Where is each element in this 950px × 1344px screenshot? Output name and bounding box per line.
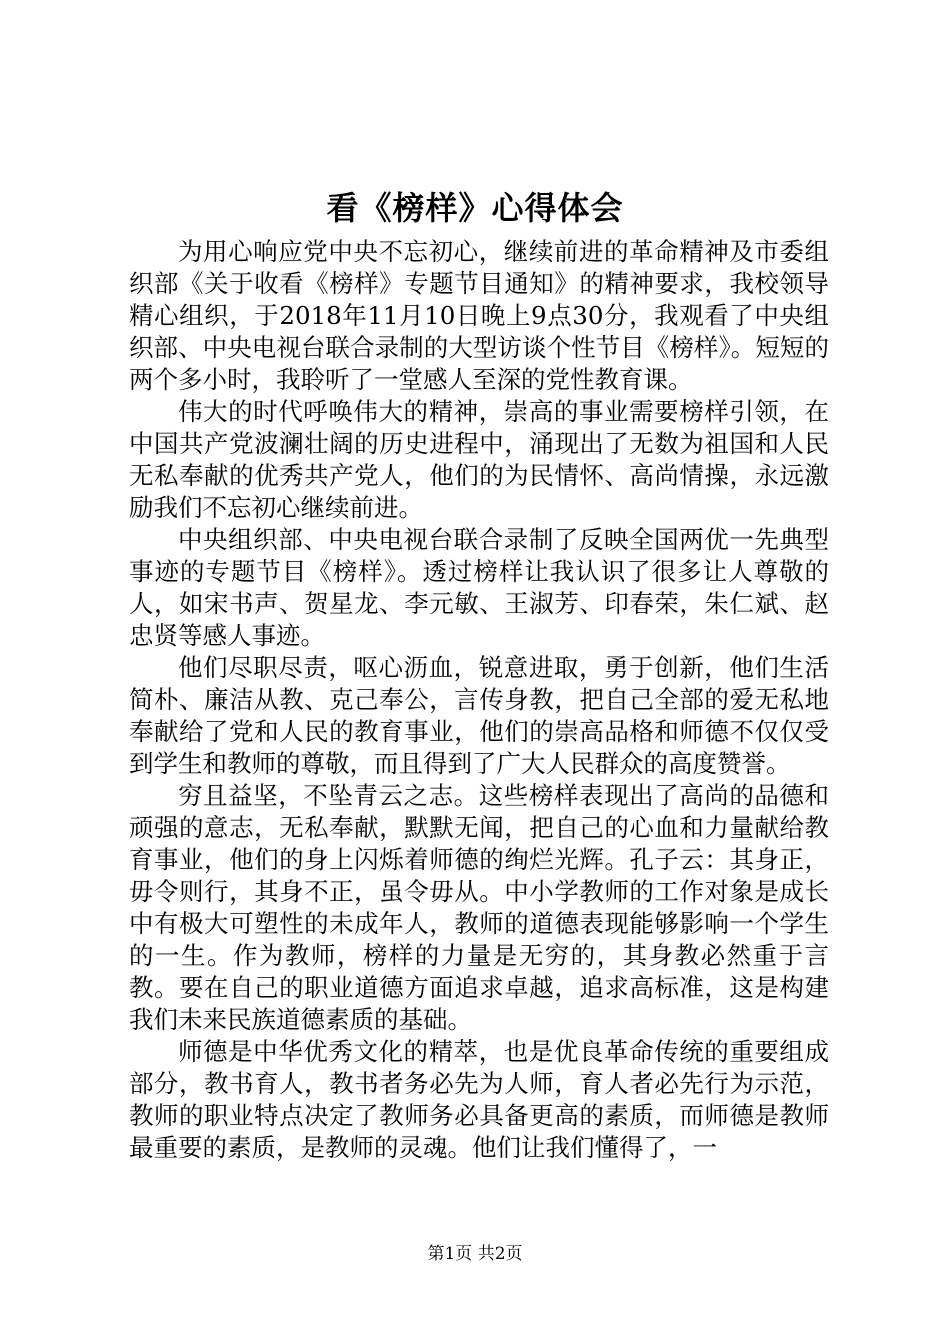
paragraph-6: 师德是中华优秀文化的精萃，也是优良革命传统的重要组成部分，教书育人，教书者务必先为人师，育人者必先行为示范，教师的职业特点决定了教师务必具备更高的素质，而师德是教师最重要的素质，是教师的灵魂。他们让我们懂得了，一 [129,1037,829,1162]
paragraph-4: 他们尽职尽责，呕心沥血，锐意进取，勇于创新，他们生活简朴、廉洁从教、克己奉公，言传身教，把自己全部的爱无私地奉献给了党和人民的教育事业，他们的崇高品格和师德不仅仅受到学生和教师的尊敬，而且得到了广大人民群众的高度赞誉。 [129,653,829,778]
paragraph-2: 伟大的时代呼唤伟大的精神，崇高的事业需要榜样引领，在中国共产党波澜壮阔的历史进程中，涌现出了无数为祖国和人民无私奉献的优秀共产党人，他们的为民情怀、高尚情操，永远激励我们不忘初心继续前进。 [129,397,829,522]
paragraph-3: 中央组织部、中央电视台联合录制了反映全国两优一先典型事迹的专题节目《榜样》。透过榜样让我认识了很多让人尊敬的人，如宋书声、贺星龙、李元敏、王淑芳、印春荣，朱仁斌、赵忠贤等感人事迹。 [129,525,829,650]
paragraph-1: 为用心响应党中央不忘初心，继续前进的革命精神及市委组织部《关于收看《榜样》专题节目通知》的精神要求，我校领导精心组织，于2018年11月10日晚上9点30分，我观看了中央组织部、中央电视台联合录制的大型访谈个性节目《榜样》。短短的两个多小时，我聆听了一堂感人至深的党性教育课。 [129,237,829,394]
document-body [129,236,829,1164]
page-number-footer: 第1页 共2页 [427,1244,523,1264]
paragraph-5: 穷且益坚，不坠青云之志。这些榜样表现出了高尚的品德和顽强的意志，无私奉献，默默无闻，把自己的心血和力量献给教育事业，他们的身上闪烁着师德的绚烂光辉。孔子云：其身正，毋令则行，其身不正，虽令毋从。中小学教师的工作对象是成长中有极大可塑性的未成年人，教师的道德表现能够影响一个学生的一生。作为教师，榜样的力量是无穷的，其身教必然重于言教。要在自己的职业道德方面追求卓越，追求高标准，这是构建我们未来民族道德素质的基础。 [129,781,829,1034]
document-title: 看《榜样》心得体会 [326,189,624,227]
